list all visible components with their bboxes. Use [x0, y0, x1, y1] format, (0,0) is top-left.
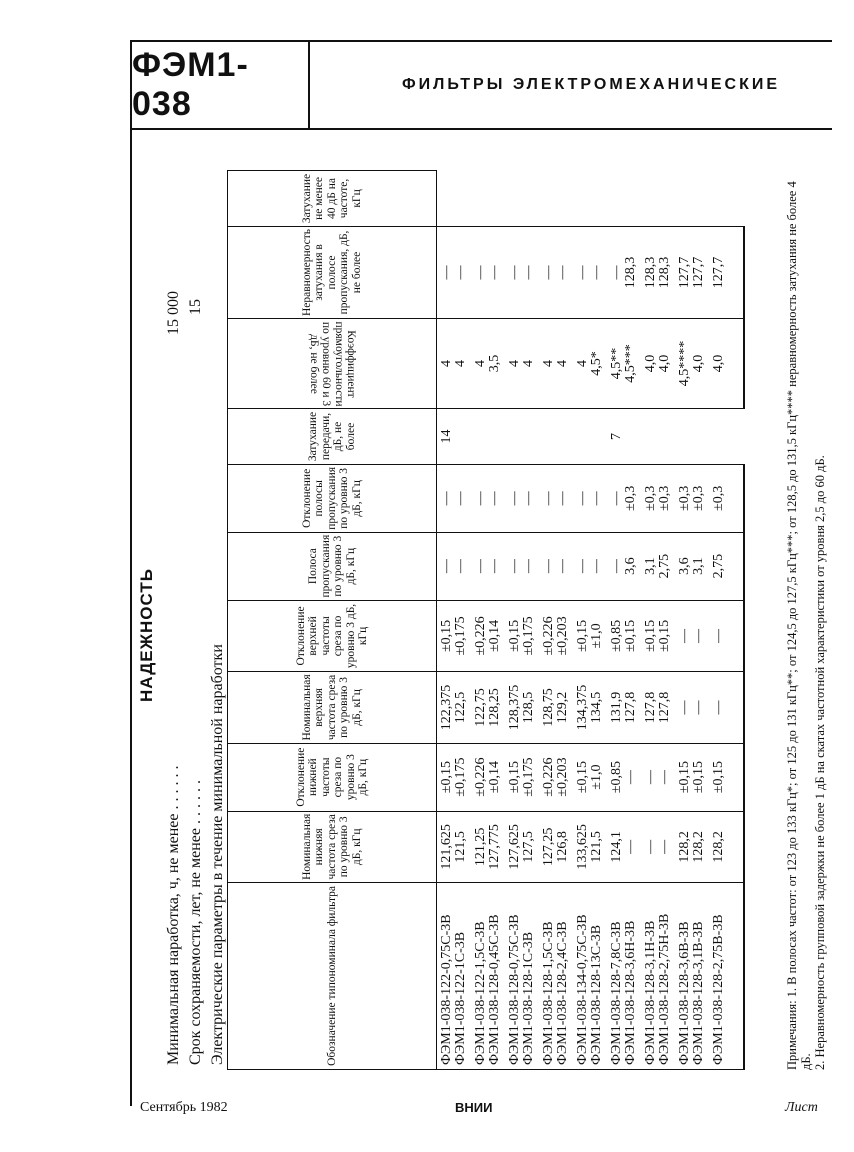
cell-line: ±0,15 — [507, 619, 522, 653]
param-electrical-params: Электрические параметры в течение минимальной наработки — [209, 644, 226, 1065]
cell-line: 4,5*** — [623, 344, 638, 383]
cell-line: 4,0 — [711, 354, 726, 373]
cell-line: — — [575, 559, 590, 574]
cell-line: 127,5 — [521, 831, 536, 863]
table-cell — [471, 464, 505, 532]
cell-designation — [437, 882, 472, 1069]
cell-line: 121,5 — [453, 831, 468, 863]
cell-line: — — [657, 770, 672, 785]
table-cell — [675, 319, 709, 409]
table-cell — [641, 532, 675, 600]
cell-line: 3,6 — [623, 557, 638, 575]
cell-line: ±0,15 — [677, 761, 692, 794]
table-cell — [709, 600, 744, 672]
table-cell — [573, 811, 607, 882]
header-designation: Обозначение типономинала фильтра — [228, 882, 437, 1069]
table-cell — [437, 226, 472, 318]
cell-line: ±0,226 — [541, 757, 556, 797]
cell-line: 127,7 — [711, 256, 726, 289]
cell-line: — — [555, 559, 570, 574]
cell-line: ±0,3 — [711, 485, 726, 511]
cell-line: ±0,175 — [453, 757, 468, 797]
cell-line: 4 — [541, 360, 556, 368]
cell-line: 3,1 — [691, 557, 706, 575]
table-cell — [641, 319, 675, 409]
table-row — [539, 171, 573, 1070]
cell-line: — — [473, 265, 488, 280]
table-row — [641, 171, 675, 1070]
header-attenuation: Затухание передачи, дБ, не более — [228, 409, 437, 465]
cell-line: — — [439, 559, 454, 574]
table-cell — [675, 600, 709, 672]
table-cell — [641, 600, 675, 672]
cell-line: ±0,175 — [521, 616, 536, 656]
cell-line: ФЭМ1-038-128-3,6Н-3В — [623, 920, 638, 1065]
table-cell — [573, 532, 607, 600]
table-cell — [505, 319, 539, 409]
cell-line: 127,8 — [623, 691, 638, 724]
param-min-operating-time-value: 15 000 — [165, 291, 182, 335]
cell-line: ±0,3 — [643, 485, 658, 511]
table-cell — [471, 672, 505, 743]
cell-line: ±0,175 — [453, 616, 468, 656]
cell-line: 4 — [439, 360, 454, 368]
header-stopband: Затухание не менее 40 дБ на частоте, кГц — [228, 171, 437, 227]
cell-line: — — [439, 491, 454, 506]
table-cell — [539, 532, 573, 600]
cell-line: ФЭМ1-038-128-1С-3В — [521, 931, 536, 1065]
cell-line: 127,775 — [487, 824, 502, 870]
cell-line: 127,25 — [541, 827, 556, 867]
table-cell — [607, 226, 641, 318]
cell-line: 131,9 — [609, 691, 624, 724]
cell-designation — [471, 882, 505, 1069]
cell-line: ФЭМ1-038-122-0,75С-3В — [439, 914, 454, 1065]
cell-line: 129,2 — [555, 691, 570, 724]
cell-line: — — [589, 491, 604, 506]
cell-line: 133,625 — [575, 824, 590, 870]
cell-line: ФЭМ1-038-128-3,1Н-3В — [643, 920, 658, 1065]
cell-line: ±0,15 — [691, 761, 706, 794]
cell-line: ±0,85 — [609, 761, 624, 794]
cell-line: ±0,15 — [439, 761, 454, 794]
cell-line: 2,75 — [657, 553, 672, 579]
cell-line: ±0,15 — [657, 619, 672, 653]
cell-line: 122,375 — [439, 684, 454, 731]
table-cell — [675, 464, 709, 532]
table-cell — [573, 464, 607, 532]
cell-line: 121,5 — [589, 831, 604, 863]
table-cell — [539, 319, 573, 409]
header-lower-freq: Номинальная нижняя частота среза по уровню 3 дБ, кГц — [228, 811, 437, 882]
cell-designation — [641, 882, 675, 1069]
table-cell — [675, 672, 709, 743]
cell-line: — — [507, 265, 522, 280]
cell-line: ±0,14 — [487, 619, 502, 653]
cell-line: 127,8 — [643, 691, 658, 724]
table-cell — [539, 672, 573, 743]
cell-line: 128,3 — [643, 256, 658, 289]
cell-line: 128,25 — [487, 688, 502, 727]
cell-line: — — [473, 491, 488, 506]
cell-line: 122,5 — [453, 691, 468, 724]
cell-line: 127,7 — [691, 256, 706, 289]
frame-divider — [130, 126, 132, 1106]
cell-line: 128,2 — [691, 831, 706, 863]
table-cell — [641, 672, 675, 743]
cell-line: 4 — [555, 360, 570, 368]
table-cell — [607, 532, 641, 600]
table-cell — [641, 743, 675, 811]
note-2: 2. Неравномерность групповой задержки не более 1 дБ на скатах частотной характеристики от уровня 2,5 до 60 дБ. — [813, 455, 827, 1070]
table-cell — [607, 600, 641, 672]
cell-line: ±0,3 — [623, 485, 638, 511]
cell-line: ±0,3 — [691, 485, 706, 511]
document-code: ФЭМ1-038 — [132, 42, 310, 128]
cell-line: 121,25 — [473, 827, 488, 867]
cell-line: 128,3 — [657, 256, 672, 289]
cell-designation — [539, 882, 573, 1069]
table-header-row — [228, 171, 437, 1070]
cell-line: — — [677, 628, 692, 643]
cell-line: 4,0 — [657, 354, 672, 373]
footer-sheet: Лист — [785, 1100, 818, 1115]
table-row — [709, 171, 744, 1070]
header-ripple: Неравномерность затухания в полосе пропускания, дБ, не более — [228, 226, 437, 318]
table-cell — [471, 600, 505, 672]
table-cell — [539, 811, 573, 882]
footer-publisher: ВНИИ — [455, 1100, 493, 1115]
cell-line: ФЭМ1-038-122-1,5С-3В — [473, 921, 488, 1065]
table-row — [437, 171, 472, 1070]
cell-line: ±0,226 — [541, 616, 556, 656]
attenuation-merged-cell: 7 — [607, 409, 744, 465]
header-lower-dev: Отклонение нижней частоты среза по уровню 3 дБ, кГц — [228, 743, 437, 811]
cell-line: ±0,226 — [473, 616, 488, 656]
cell-line: ±0,175 — [521, 757, 536, 797]
table-cell — [539, 464, 573, 532]
table-cell — [675, 811, 709, 882]
table-cell — [471, 319, 505, 409]
table-cell — [573, 226, 607, 318]
cell-line: ФЭМ1-038-128-0,45С-3В — [487, 914, 502, 1065]
table-cell — [505, 743, 539, 811]
cell-line: 127,8 — [657, 691, 672, 724]
cell-line: 126,8 — [555, 831, 570, 863]
table-row — [505, 171, 539, 1070]
cell-line: 4 — [575, 360, 590, 368]
cell-line: 4 — [507, 360, 522, 368]
header-bandwidth-dev: Отклонение полосы пропускания по уровню 3 дБ, кГц — [228, 464, 437, 532]
cell-line: ФЭМ1-038-128-2,75Н-3В — [657, 913, 672, 1065]
cell-line: — — [439, 265, 454, 280]
header-upper-dev: Отклонение верхней частоты среза по уровню 3 дБ, кГц — [228, 600, 437, 672]
cell-line: 4 — [521, 360, 536, 368]
cell-line: 121,625 — [439, 824, 454, 870]
cell-line: ФЭМ1-038-128-1,5С-3В — [541, 921, 556, 1065]
cell-designation — [607, 882, 641, 1069]
cell-line: ±0,226 — [473, 757, 488, 797]
table-cell — [539, 600, 573, 672]
table-cell — [471, 743, 505, 811]
cell-line: 128,3 — [623, 256, 638, 289]
cell-line: 128,375 — [507, 684, 522, 731]
cell-line: ±1,0 — [589, 764, 604, 790]
cell-line: ±0,15 — [439, 619, 454, 653]
cell-line: — — [575, 491, 590, 506]
cell-line: ФЭМ1-038-128-2,4С-3В — [555, 921, 570, 1065]
table-cell — [675, 532, 709, 600]
table-row — [471, 171, 505, 1070]
notes — [785, 170, 827, 1070]
cell-line: ±0,15 — [575, 619, 590, 653]
cell-line: ФЭМ1-038-128-2,75В-3В — [711, 914, 726, 1065]
cell-line: ±0,15 — [711, 761, 726, 794]
table-cell — [505, 226, 539, 318]
table-cell — [709, 811, 744, 882]
cell-line: — — [453, 491, 468, 506]
cell-line: — — [453, 265, 468, 280]
table-cell — [505, 600, 539, 672]
table-body — [437, 171, 745, 1070]
cell-designation — [573, 882, 607, 1069]
cell-line: — — [643, 839, 658, 854]
cell-line: 128,75 — [541, 688, 556, 727]
cell-line: — — [691, 628, 706, 643]
cell-line: 2,75 — [711, 553, 726, 579]
cell-line: ФЭМ1-038-128-0,75С-3В — [507, 914, 522, 1065]
section-title: НАДЕЖНОСТЬ — [137, 568, 156, 702]
cell-line: — — [609, 265, 624, 280]
cell-line: ±0,15 — [507, 761, 522, 794]
cell-line: — — [677, 700, 692, 715]
cell-line: — — [575, 265, 590, 280]
table-cell — [437, 532, 472, 600]
cell-line: — — [487, 265, 502, 280]
cell-line: 134,5 — [589, 691, 604, 724]
table-cell — [437, 464, 472, 532]
spec-table — [227, 170, 745, 1070]
cell-line: 4 — [473, 360, 488, 368]
cell-line: ±0,14 — [487, 761, 502, 794]
cell-line: — — [711, 700, 726, 715]
table-cell — [709, 532, 744, 600]
table-cell — [607, 743, 641, 811]
attenuation-merged-cell: 14 — [437, 409, 608, 465]
table-row — [607, 171, 641, 1070]
cell-line: — — [521, 559, 536, 574]
param-storage-life-value: 15 — [187, 299, 204, 315]
cell-line: — — [657, 839, 672, 854]
cell-line: ±0,15 — [575, 761, 590, 794]
cell-line: 127,625 — [507, 824, 522, 870]
cell-line: ±0,3 — [677, 485, 692, 511]
table-cell — [471, 532, 505, 600]
cell-line: — — [555, 491, 570, 506]
table-cell — [505, 811, 539, 882]
cell-designation — [675, 882, 709, 1069]
cell-line: 4,0 — [691, 354, 706, 373]
param-min-operating-time: Минимальная наработка, ч, не менее . . . . . . — [165, 765, 182, 1065]
cell-line: — — [507, 491, 522, 506]
table-cell — [437, 811, 472, 882]
cell-line: 122,75 — [473, 688, 488, 727]
cell-line: ±0,203 — [555, 616, 570, 656]
cell-line: — — [643, 770, 658, 785]
table-cell — [607, 464, 641, 532]
cell-line: — — [589, 559, 604, 574]
table-cell — [437, 600, 472, 672]
table-cell — [641, 464, 675, 532]
cell-line: 3,5 — [487, 354, 502, 373]
cell-line: — — [623, 839, 638, 854]
table-cell — [607, 319, 641, 409]
cell-line: ФЭМ1-038-128-3,6В-3В — [677, 921, 692, 1065]
table-cell — [709, 226, 744, 318]
cell-line: ±0,3 — [657, 485, 672, 511]
table-cell — [539, 743, 573, 811]
table-cell — [573, 672, 607, 743]
param-storage-life: Срок сохраняемости, лет, не менее . . . . . . — [187, 780, 204, 1065]
cell-line: 4,0 — [643, 354, 658, 373]
cell-line: — — [487, 559, 502, 574]
table-cell — [505, 532, 539, 600]
cell-line: — — [541, 265, 556, 280]
cell-line: 4,5* — [589, 351, 604, 376]
table-cell — [607, 672, 641, 743]
cell-line: — — [589, 265, 604, 280]
table-cell — [709, 743, 744, 811]
header-box — [130, 40, 832, 130]
cell-line: — — [609, 491, 624, 506]
cell-designation — [709, 882, 744, 1069]
cell-line: 3,6 — [677, 557, 692, 575]
table-cell — [675, 226, 709, 318]
cell-line: — — [691, 700, 706, 715]
table-row — [573, 171, 607, 1070]
table-row — [675, 171, 709, 1070]
table-cell — [471, 226, 505, 318]
cell-line: 4,5** — [609, 347, 624, 380]
cell-line: — — [487, 491, 502, 506]
cell-line: ±0,15 — [643, 619, 658, 653]
table-cell — [505, 464, 539, 532]
cell-line: — — [609, 559, 624, 574]
table-cell — [471, 811, 505, 882]
cell-line: 3,1 — [643, 557, 658, 575]
cell-line: ФЭМ1-038-122-1С-3В — [453, 931, 468, 1065]
table-cell — [437, 672, 472, 743]
header-bandwidth: Полоса пропускания по уровню 3 дБ, кГц — [228, 532, 437, 600]
cell-line: ФЭМ1-038-128-7,8С-3В — [609, 921, 624, 1065]
cell-line: 128,2 — [711, 831, 726, 863]
footer-date: Сентябрь 1982 — [140, 1100, 228, 1115]
cell-line: — — [541, 491, 556, 506]
header-rectangularity: Коэффициент прямоугольности по уровню 60 и 3 дБ, не более — [228, 319, 437, 409]
table-cell — [573, 319, 607, 409]
cell-line: 124,1 — [609, 831, 624, 863]
rotated-content — [137, 150, 835, 1105]
table-cell — [573, 600, 607, 672]
table-cell — [573, 743, 607, 811]
table-cell — [641, 811, 675, 882]
cell-line: 128,2 — [677, 831, 692, 863]
cell-line: — — [521, 265, 536, 280]
cell-line: — — [541, 559, 556, 574]
cell-line: ±1,0 — [589, 623, 604, 649]
cell-line: 127,7 — [677, 256, 692, 289]
cell-line: 4 — [453, 360, 468, 368]
table-cell — [539, 226, 573, 318]
table-cell — [709, 464, 744, 532]
cell-line: — — [521, 491, 536, 506]
table-cell — [709, 672, 744, 743]
cell-line: ±0,15 — [623, 619, 638, 653]
cell-line: — — [711, 628, 726, 643]
table-cell — [505, 672, 539, 743]
cell-line: ФЭМ1-038-128-3,1В-3В — [691, 921, 706, 1065]
cell-line: ±0,85 — [609, 619, 624, 653]
table-cell — [641, 226, 675, 318]
table-cell — [437, 743, 472, 811]
cell-line: ФЭМ1-038-128-13С-3В — [589, 924, 604, 1065]
cell-line: — — [507, 559, 522, 574]
header-upper-freq: Номинальная верхняя частота среза по уровню 3 дБ, кГц — [228, 672, 437, 743]
cell-line: 134,375 — [575, 684, 590, 731]
table-cell — [607, 811, 641, 882]
cell-line: — — [473, 559, 488, 574]
document-title: ФИЛЬТРЫ ЭЛЕКТРОМЕХАНИЧЕСКИЕ — [402, 76, 781, 93]
table-cell — [709, 319, 744, 409]
table-cell — [437, 319, 472, 409]
cell-line: 128,5 — [521, 691, 536, 724]
cell-line: ФЭМ1-038-134-0,75С-3В — [575, 914, 590, 1065]
cell-line: — — [453, 559, 468, 574]
cell-designation — [505, 882, 539, 1069]
cell-line: — — [555, 265, 570, 280]
cell-line: 4,5**** — [677, 340, 692, 387]
cell-line: ±0,203 — [555, 757, 570, 797]
note-1: Примечания: 1. В полосах частот: от 123 до 133 кГц*; от 125 до 131 кГц**; от 124,5 до 127,5 кГц***; от 128,5 до 131,5 кГц**** неравномерность затухания не более 4 дБ. — [785, 181, 813, 1070]
table-cell — [675, 743, 709, 811]
cell-line: — — [623, 770, 638, 785]
